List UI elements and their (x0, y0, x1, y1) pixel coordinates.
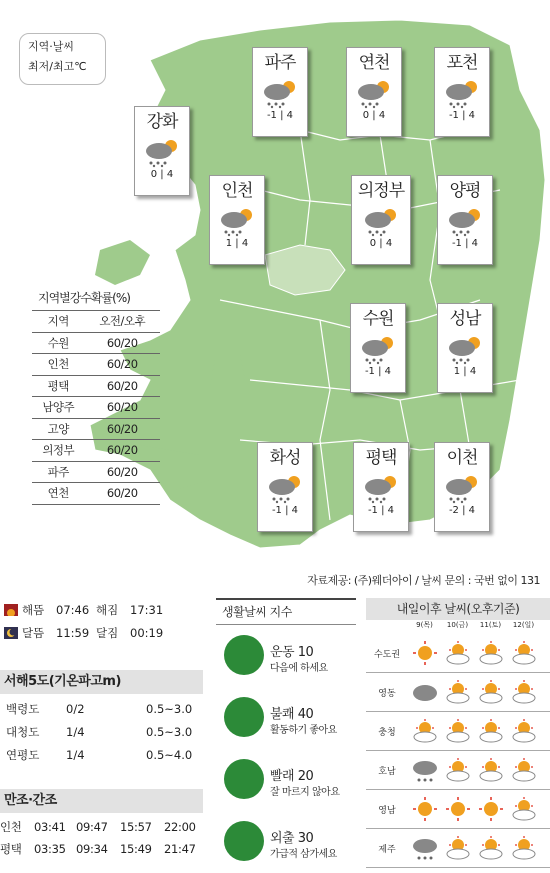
table-row (0, 743, 205, 766)
city-temp: -2 | 4 (448, 505, 476, 516)
tomorrow-title: 내일이후 날씨(오후기준) (366, 598, 550, 620)
sun-cloud-icon (441, 677, 474, 707)
sunrise-icon (4, 604, 18, 616)
life-index-title: 생활날씨 지수 (216, 598, 356, 625)
rain-title: 지역별강수확률(%) (38, 291, 130, 305)
day-label: 10(금) (446, 621, 469, 629)
table-row (0, 697, 205, 720)
outing-icon (224, 821, 264, 861)
sun-cloud-icon (507, 677, 540, 707)
cloud-sun-rain-icon (444, 203, 486, 237)
life-item-desc: 가급적 삼가세요 (270, 849, 337, 860)
cell: 0.5~3.0 (146, 724, 193, 739)
moonset-time: 00:19 (130, 625, 164, 640)
table-row (32, 483, 160, 505)
cloud-sun-rain-icon (441, 75, 483, 109)
city-card-incheon (209, 175, 265, 265)
sun-cloud-icon (474, 638, 507, 668)
city-temp: 0 | 4 (362, 110, 386, 121)
region-label: 수도권 (373, 649, 401, 660)
cell: 인천 (32, 354, 84, 376)
city-name: 연천 (358, 53, 390, 73)
life-item-name: 빨래 20 (270, 769, 314, 784)
city-card-hwaseong (257, 442, 313, 532)
cell: 09:47 (76, 820, 108, 834)
cloud-icon (408, 677, 441, 707)
exercise-icon (224, 635, 264, 675)
sun-moon-section (0, 598, 205, 644)
cell: 15:49 (120, 842, 152, 856)
cell: 22:00 (164, 820, 196, 834)
sun-icon (474, 794, 507, 824)
city-card-yeoncheon (346, 47, 402, 137)
cell: 21:47 (164, 842, 196, 856)
city-temp: -1 | 4 (367, 505, 395, 516)
life-item-exercise (216, 625, 356, 687)
cell: 60/20 (84, 375, 160, 397)
cell: 연천 (32, 483, 84, 505)
life-item-outing (216, 811, 356, 873)
city-name: 인천 (221, 181, 253, 201)
cell: 60/20 (84, 461, 160, 483)
cell: 60/20 (84, 397, 160, 419)
sunset-label: 해짐 (96, 602, 119, 617)
cloud-sun-rain-icon (259, 75, 301, 109)
sun-cloud-icon (474, 833, 507, 863)
tomorrow-row (366, 712, 550, 751)
city-temp: -1 | 4 (448, 110, 476, 121)
city-card-yangpyeong (437, 175, 493, 265)
table-row (0, 816, 205, 838)
sunrise-label: 해뜸 (22, 602, 45, 617)
cell: 평택 (32, 375, 84, 397)
cell: 0.5~3.0 (146, 701, 193, 716)
cloud-sun-rain-icon (353, 75, 395, 109)
life-item-desc: 잘 마르지 않아요 (270, 787, 340, 798)
data-source: 자료제공: (주)웨더아이 / 날씨 문의 : 국번 없이 131 (307, 574, 540, 587)
cell: 수원 (32, 332, 84, 354)
city-name: 양평 (449, 181, 481, 201)
rain-probability-box (32, 287, 160, 505)
cell: 대청도 (6, 724, 40, 739)
sea-section-title: 서해5도(기온파고m) (0, 670, 203, 694)
tomorrow-row (366, 829, 550, 868)
city-card-ganghwa (134, 106, 190, 196)
cell: 인천 (0, 820, 22, 834)
day-label: 9(목) (416, 621, 433, 629)
cloud-rain-icon (408, 833, 441, 863)
day-label: 11(토) (479, 621, 502, 629)
laundry-icon (224, 759, 264, 799)
sun-cloud-icon (474, 755, 507, 785)
sun-cloud-icon (507, 794, 540, 824)
discomfort-icon (224, 697, 264, 737)
city-temp: -1 | 4 (451, 238, 479, 249)
cloud-sun-rain-icon (264, 470, 306, 504)
cell: 고양 (32, 418, 84, 440)
life-item-desc: 다음에 하세요 (270, 663, 328, 674)
cell: 0/2 (66, 701, 85, 716)
city-name: 파주 (264, 53, 296, 73)
map-island (95, 240, 150, 285)
cloud-sun-rain-icon (141, 134, 183, 168)
sun-cloud-icon (441, 638, 474, 668)
tomorrow-rows (366, 634, 550, 868)
tide-section-title: 만조·간조 (0, 789, 203, 813)
table-row (32, 397, 160, 419)
cell: 1/4 (66, 724, 85, 739)
cloud-sun-rain-icon (360, 203, 402, 237)
cell: 연평도 (6, 747, 40, 762)
life-item-name: 외출 30 (270, 831, 314, 846)
cell: 09:34 (76, 842, 108, 856)
sun-cloud-icon (441, 716, 474, 746)
table-row (32, 354, 160, 376)
city-card-suwon (350, 303, 406, 393)
table-row (32, 461, 160, 483)
cell: 평택 (0, 842, 22, 856)
life-item-discomfort (216, 687, 356, 749)
cloud-sun-rain-icon (360, 470, 402, 504)
table-row (32, 375, 160, 397)
city-name: 성남 (449, 309, 481, 329)
cell: 1/4 (66, 747, 85, 762)
cloud-sun-rain-icon (441, 470, 483, 504)
table-row (32, 332, 160, 354)
city-temp: -1 | 4 (364, 366, 392, 377)
sun-cloud-icon (507, 638, 540, 668)
sun-cloud-icon (474, 677, 507, 707)
city-card-icheon (434, 442, 490, 532)
tomorrow-forecast-section (366, 598, 550, 868)
region-label: 영동 (378, 688, 396, 699)
city-card-seongnam (437, 303, 493, 393)
city-temp: 0 | 4 (150, 169, 174, 180)
region-label: 호남 (378, 766, 396, 777)
sea-table (0, 697, 205, 766)
cell: 백령도 (6, 701, 40, 716)
sun-cloud-icon (507, 755, 540, 785)
tomorrow-row (366, 790, 550, 829)
city-name: 강화 (146, 112, 178, 132)
cloud-sun-rain-icon (216, 203, 258, 237)
tide-table (0, 816, 205, 860)
city-name: 이천 (446, 448, 478, 468)
cell: 60/20 (84, 354, 160, 376)
sunset-time: 17:31 (130, 602, 164, 617)
sun-row (0, 598, 205, 621)
life-item-laundry (216, 749, 356, 811)
table-header (32, 311, 160, 333)
sun-cloud-icon (408, 716, 441, 746)
cloud-rain-icon (408, 755, 441, 785)
city-card-uijeongbu (351, 175, 411, 265)
col-ampm: 오전/오후 (84, 311, 160, 333)
cloud-sun-rain-icon (357, 331, 399, 365)
life-item-desc: 활동하기 좋아요 (270, 725, 337, 736)
region-label: 충청 (378, 727, 396, 738)
cell: 15:57 (120, 820, 152, 834)
city-temp: 0 | 4 (369, 238, 393, 249)
city-name: 수원 (362, 309, 394, 329)
city-temp: -1 | 4 (266, 110, 294, 121)
sun-icon (408, 638, 441, 668)
cell: 60/20 (84, 332, 160, 354)
day-label: 12(일) (512, 621, 535, 629)
tomorrow-row (366, 673, 550, 712)
legend-region-weather: 지역·날씨 (28, 40, 75, 53)
table-row (32, 440, 160, 462)
city-name: 의정부 (357, 181, 405, 201)
city-card-paju (252, 47, 308, 137)
cell: 60/20 (84, 440, 160, 462)
life-item-name: 불쾌 40 (270, 707, 314, 722)
city-temp: -1 | 4 (271, 505, 299, 516)
region-label: 영남 (378, 805, 396, 816)
city-card-pocheon (434, 47, 490, 137)
city-name: 포천 (446, 53, 478, 73)
city-temp: 1 | 4 (453, 366, 477, 377)
sun-cloud-icon (441, 833, 474, 863)
cell: 남양주 (32, 397, 84, 419)
region-label: 제주 (378, 844, 396, 855)
table-row (32, 418, 160, 440)
col-region: 지역 (32, 311, 84, 333)
sun-cloud-icon (507, 716, 540, 746)
table-row (0, 838, 205, 860)
rain-table (32, 310, 160, 505)
cloud-sun-rain-icon (444, 331, 486, 365)
city-name: 화성 (269, 448, 301, 468)
sunrise-time: 07:46 (56, 602, 90, 617)
city-card-pyeongtaek (353, 442, 409, 532)
cell: 의정부 (32, 440, 84, 462)
city-temp: 1 | 4 (225, 238, 249, 249)
cell: 파주 (32, 461, 84, 483)
moonset-label: 달짐 (96, 625, 119, 640)
cell: 60/20 (84, 418, 160, 440)
moon-icon (4, 627, 18, 639)
day-headers (366, 620, 550, 634)
cell: 0.5~4.0 (146, 747, 193, 762)
sun-icon (408, 794, 441, 824)
cell: 03:35 (34, 842, 66, 856)
life-index-section (216, 598, 356, 873)
legend-temp: 최저/최고℃ (28, 60, 87, 73)
tomorrow-row (366, 634, 550, 673)
city-name: 평택 (365, 448, 397, 468)
moonrise-label: 달뜸 (22, 625, 45, 640)
sun-cloud-icon (474, 716, 507, 746)
moon-row (0, 621, 205, 644)
cell: 03:41 (34, 820, 66, 834)
map-legend (19, 33, 106, 85)
moonrise-time: 11:59 (56, 625, 90, 640)
sun-icon (441, 794, 474, 824)
sun-cloud-icon (441, 755, 474, 785)
table-row (0, 720, 205, 743)
sun-cloud-icon (507, 833, 540, 863)
tomorrow-row (366, 751, 550, 790)
cell: 60/20 (84, 483, 160, 505)
life-item-name: 운동 10 (270, 645, 314, 660)
